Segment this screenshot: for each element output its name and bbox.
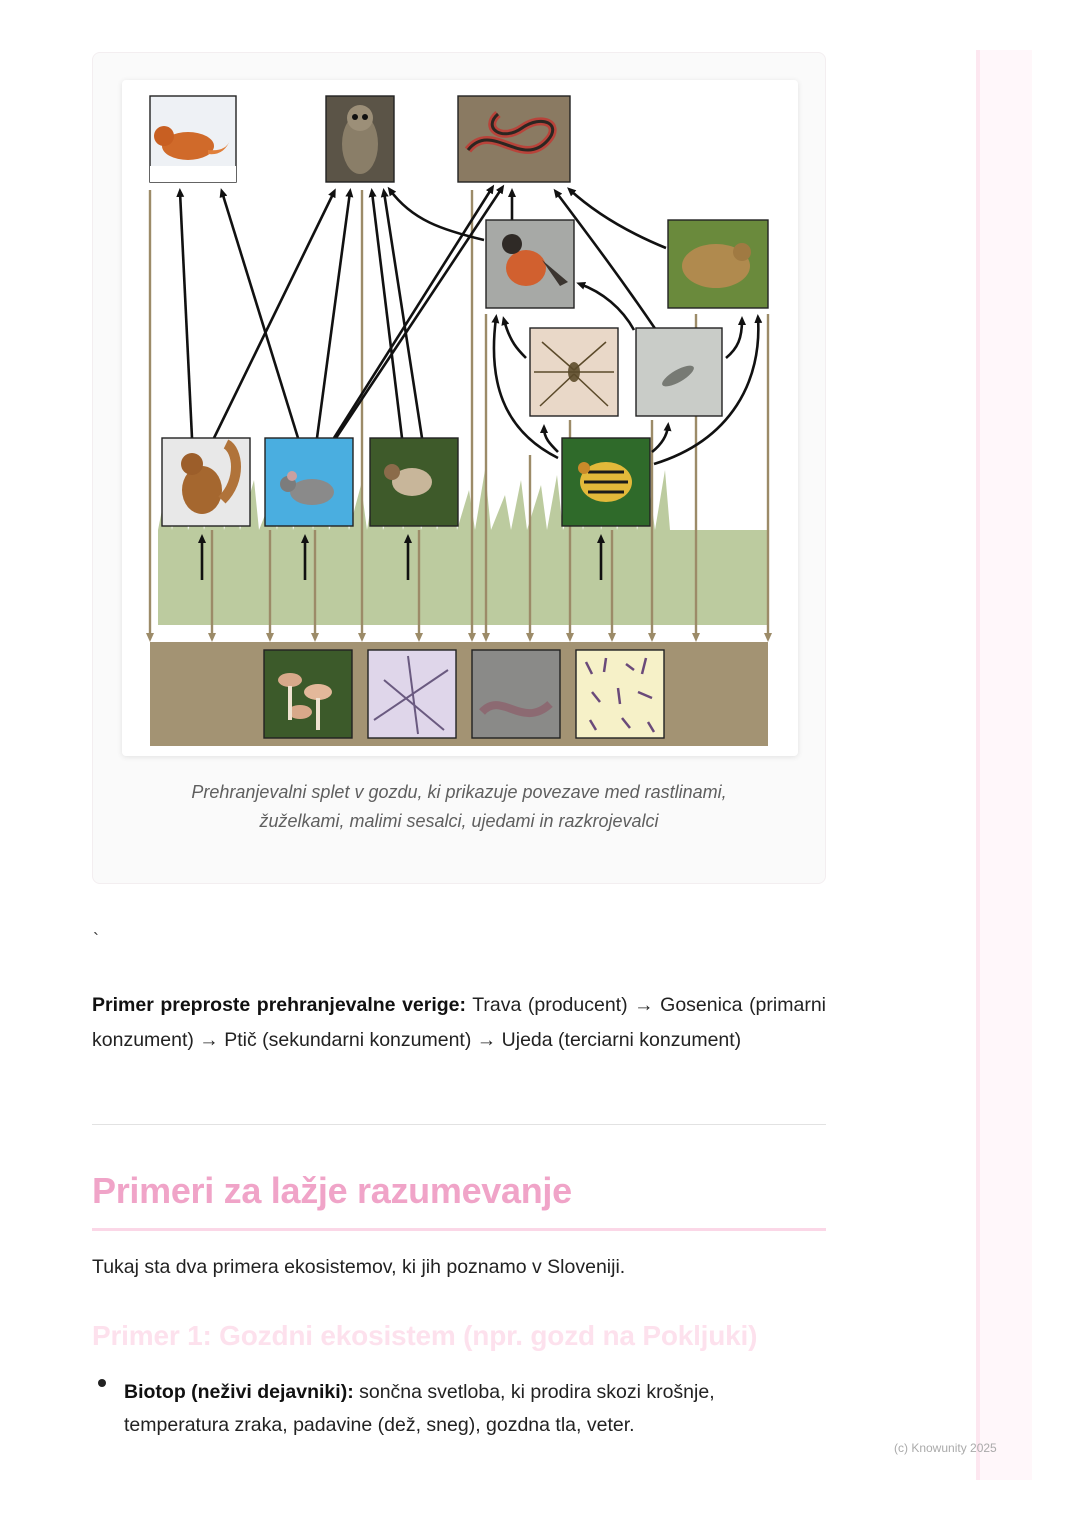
food-chain-text: Trava (producent) → Gosenica (primarni konzument) → Ptič (sekundarni konzument) → Ujeda (terciarni konzument) [92,994,826,1051]
spider-photo [530,328,618,416]
stray-backtick: ` [93,930,99,950]
section-heading: Primeri za lažje razumevanje [92,1170,572,1211]
silverfish-photo [636,328,722,416]
example-1-heading: Primer 1: Gozdni ekosistem (npr. gozd na Pokljuki) [92,1320,758,1351]
figure-caption [92,778,826,836]
caption-line-2: žuželkami, malimi sesalci, ujedami in razkrojevalci [259,811,659,831]
robin-photo [486,220,574,308]
earthworm-photo [472,650,560,738]
toad-photo [668,220,768,308]
fungi-micrograph [368,650,456,738]
copyright-footer: (c) Knowunity 2025 [894,1441,997,1455]
fox-photo [150,96,236,182]
section-divider [92,1124,826,1125]
bullet-biotop [124,1376,814,1442]
bullet-dot [98,1379,106,1387]
caption-line-1: Prehranjevalni splet v gozdu, ki prikazuje povezave med rastlinami, [191,782,727,802]
bullet-text: sončna svetloba, ki prodira skozi krošnje, temperatura zraka, padavine (dež, sneg), gozdna tla, veter. [124,1381,715,1436]
squirrel-photo [162,438,250,526]
owl-photo [326,96,394,182]
section-intro: Tukaj sta dva primera ekosistemov, ki jih poznamo v Sloveniji. [92,1256,626,1278]
food-chain-example [92,988,826,1058]
sparrow-photo [370,438,458,526]
side-strip [976,50,1032,1480]
primary-consumers [162,438,650,526]
food-web-diagram [122,80,798,756]
food-chain-label: Primer preproste prehranjevalne verige: [92,994,467,1016]
mushrooms-photo [264,650,352,738]
heading-underline [92,1228,826,1231]
snake-photo [458,96,570,182]
bullet-label: Biotop (neživi dejavniki): [124,1381,354,1403]
soil-band [150,642,768,746]
beetle-photo [562,438,650,526]
bacteria-micrograph [576,650,664,738]
mouse-photo [265,438,353,526]
tertiary-consumers [150,96,570,182]
